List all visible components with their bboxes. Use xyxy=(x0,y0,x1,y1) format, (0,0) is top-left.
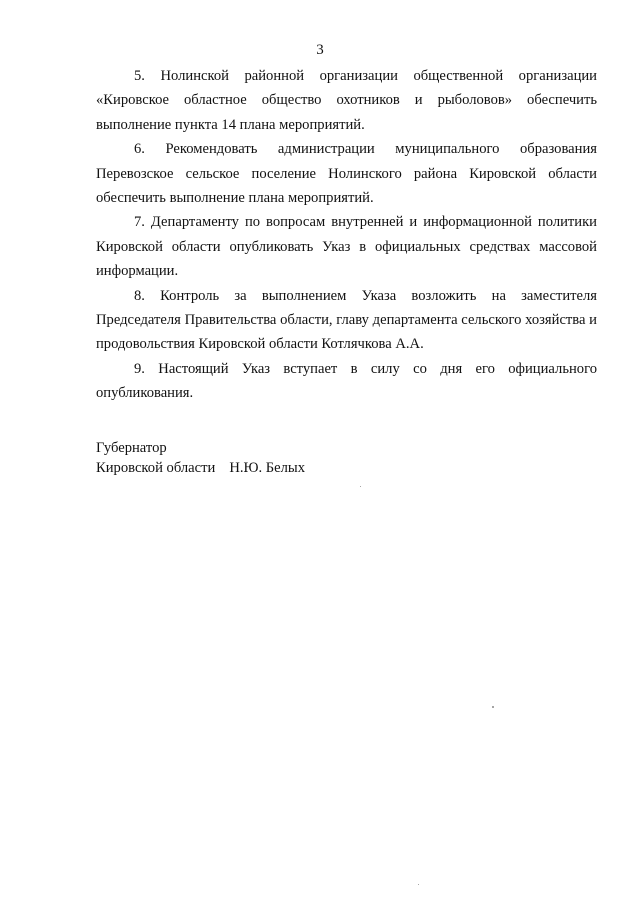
paragraph-item-9: 9. Настоящий Указ вступает в силу со дня его официального опубликования. xyxy=(96,360,597,402)
decree-body xyxy=(96,64,597,406)
signatory-name: Н.Ю. Белых xyxy=(229,460,306,476)
scan-speck xyxy=(360,486,361,487)
signature-block xyxy=(96,438,305,478)
signatory-position: Губернатор xyxy=(96,440,167,456)
signatory-region-line xyxy=(96,458,305,478)
scan-speck xyxy=(418,884,419,885)
signatory-region: Кировской области xyxy=(96,460,216,476)
scan-speck xyxy=(492,706,494,708)
paragraph-item-5: 5. Нолинской районной организации общественной организации «Кировское областное общество охотников и рыболовов» обеспечить выполнение пункта 14 плана мероприятий. xyxy=(96,68,597,133)
paragraph-item-6: 6. Рекомендовать администрации муниципального образования Перевозское сельское поселение Нолинского района Кировской области обеспечить выполнение плана мероприятий. xyxy=(96,141,597,207)
paragraph-item-8: 8. Контроль за выполнением Указа возложить на заместителя Председателя Правительства области, главу департамента сельского хозяйства и продовольствия Кировской области Котлячкова А.А. xyxy=(96,287,597,353)
paragraph-item-7: 7. Департаменту по вопросам внутренней и информационной политики Кировской области опубликовать Указ в официальных средствах массовой информации. xyxy=(96,214,597,280)
page-number: 3 xyxy=(316,42,324,58)
